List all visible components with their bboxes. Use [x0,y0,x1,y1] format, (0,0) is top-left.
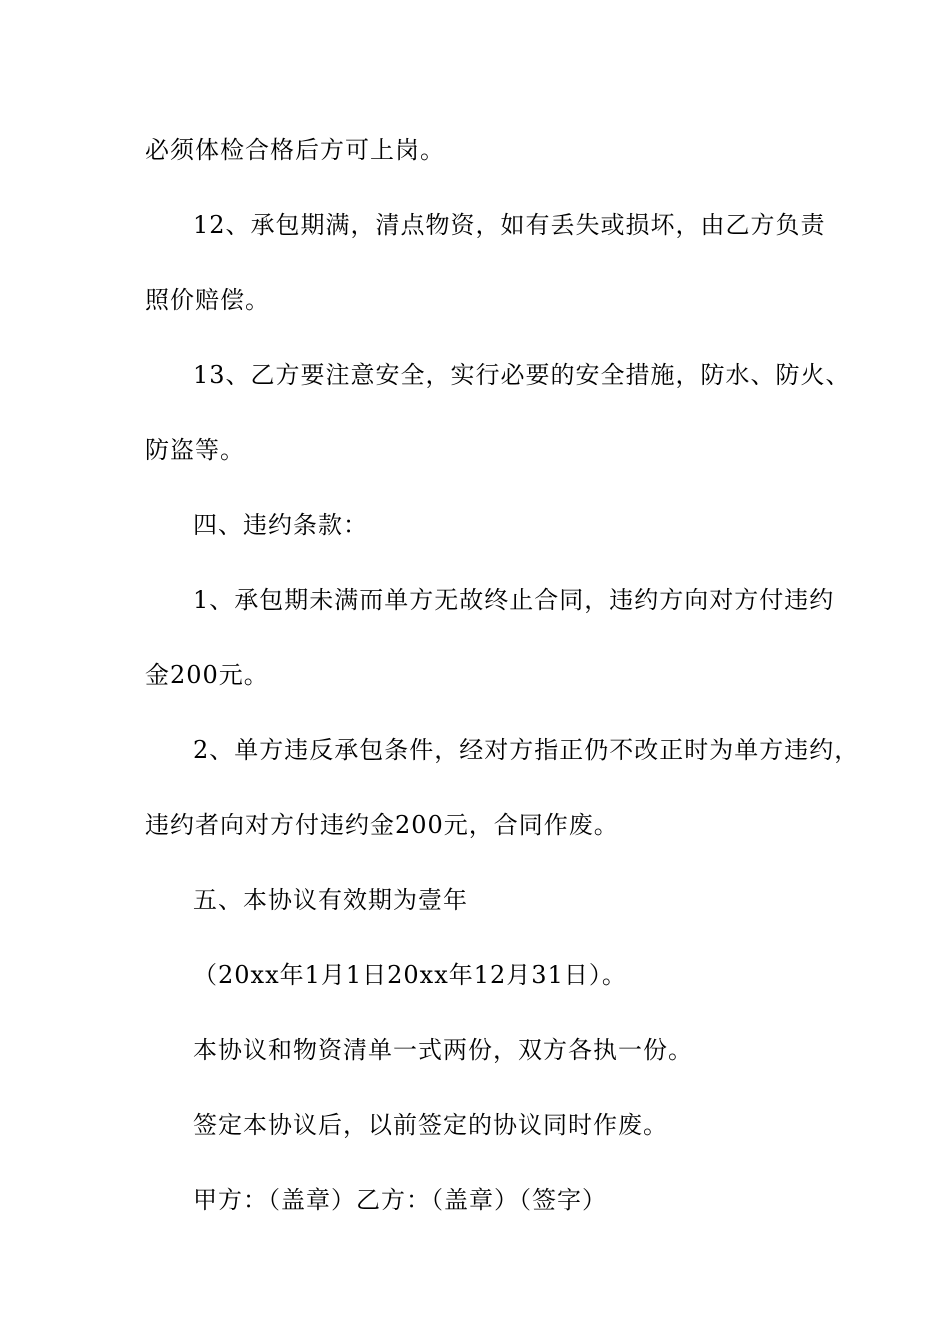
paragraph-line-13: 本协议和物资清单一式两份，双方各执一份。 [193,1036,693,1064]
paragraph-line-2: 12、承包期满，清点物资，如有丢失或损坏，由乙方负责 [193,211,826,239]
paragraph-line-3: 照价赔偿。 [145,286,270,314]
paragraph-line-7: 1、承包期未满而单方无故终止合同，违约方向对方付违约 [193,586,835,614]
section-heading-breach: 四、违约条款： [193,511,368,539]
paragraph-line-12: （20xx年1月1日20xx年12月31日）。 [193,961,627,989]
paragraph-line-5: 防盗等。 [145,436,245,464]
paragraph-line-8: 金200元。 [145,661,269,689]
signature-line: 甲方：（盖章）乙方：（盖章）（签字） [193,1186,607,1214]
paragraph-line-9: 2、单方违反承包条件，经对方指正仍不改正时为单方违约， [193,736,860,764]
paragraph-line-10: 违约者向对方付违约金200元，合同作废。 [145,811,619,839]
paragraph-line-4: 13、乙方要注意安全，实行必要的安全措施，防水、防火、 [193,361,851,389]
section-heading-validity: 五、本协议有效期为壹年 [193,886,468,914]
paragraph-line-14: 签定本协议后，以前签定的协议同时作废。 [193,1111,668,1139]
paragraph-line-1: 必须体检合格后方可上岗。 [145,136,445,164]
